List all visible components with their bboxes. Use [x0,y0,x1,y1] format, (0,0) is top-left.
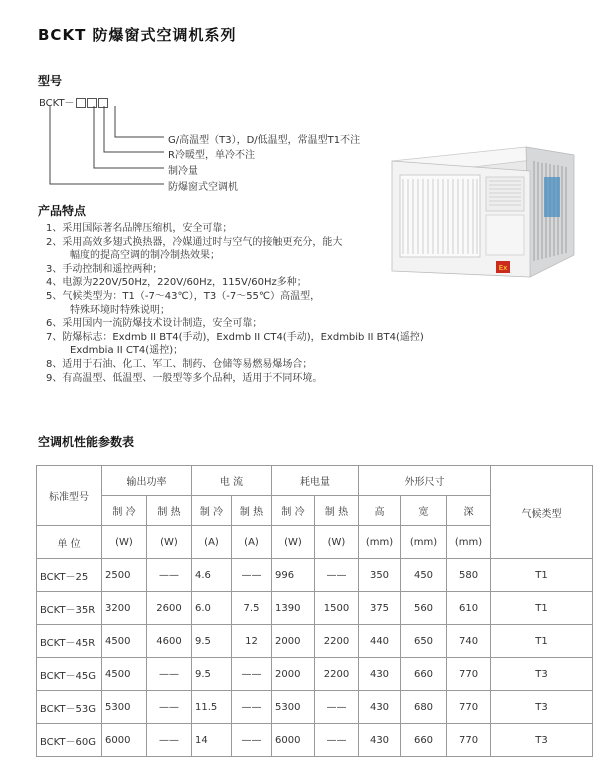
sub-depth-header: 深 [447,496,491,526]
table-cell: —— [232,724,272,757]
legend-line-3: 制冷量 [168,166,198,177]
table-cell: 4500 [102,658,147,691]
model-code-prefix: BCKT－ [39,98,75,109]
feature-item: 5、气候类型为：T1（-7～43℃），T3（-7～55℃）高温型， [46,290,321,302]
sub-cool-header: 制 冷 [192,496,232,526]
group-current-header: 电 流 [192,466,272,496]
climate-cell: T3 [491,724,593,757]
group-output-header: 输出功率 [102,466,192,496]
model-cell: BCKT－35R [37,592,102,625]
table-cell: 5300 [272,691,315,724]
table-cell: 770 [447,691,491,724]
group-power-header: 耗电量 [272,466,359,496]
table-cell: 440 [359,625,401,658]
table-cell: 2200 [315,658,359,691]
spec-table [36,465,593,757]
table-cell: 6000 [102,724,147,757]
table-cell: 740 [447,625,491,658]
table-cell: —— [315,724,359,757]
table-cell: 12 [232,625,272,658]
model-cell: BCKT－45G [37,658,102,691]
table-cell: 2000 [272,625,315,658]
feature-item: 幅度的提高空调的制冷制热效果； [70,250,220,262]
table-cell: 4.6 [192,559,232,592]
table-row [37,691,593,724]
table-cell: 11.5 [192,691,232,724]
table-cell: —— [315,559,359,592]
unit-cell: (W) [147,526,192,559]
sub-heat-header: 制 热 [147,496,192,526]
climate-cell: T1 [491,625,593,658]
feature-item: 1、采用国际著名品牌压缩机，安全可靠； [46,223,233,234]
table-cell: 4600 [147,625,192,658]
unit-label: 单 位 [37,526,102,559]
table-cell: 610 [447,592,491,625]
table-cell: 430 [359,691,401,724]
table-cell: —— [147,724,192,757]
table-cell: —— [315,691,359,724]
table-row [37,559,593,592]
table-header-row [37,466,593,496]
climate-cell: T1 [491,592,593,625]
page-title: BCKT 防爆窗式空调机系列 [38,26,237,44]
table-cell: —— [147,559,192,592]
table-cell: —— [232,691,272,724]
climate-cell: T1 [491,559,593,592]
table-cell: —— [147,691,192,724]
feature-item: 2、采用高效多翅式换热器，冷媒通过时与空气的接触更充分，能大 [46,236,343,248]
table-row [37,724,593,757]
table-cell: 3200 [102,592,147,625]
unit-cell: (W) [272,526,315,559]
table-cell: 770 [447,724,491,757]
table-row [37,658,593,691]
feature-item: 3、手动控制和遥控两种； [46,263,163,275]
table-cell: —— [232,559,272,592]
feature-item: 7、防爆标志：Exdmb II BT4(手动)，Exdmb II CT4(手动)，Exdmbib II BT4(遥控) [46,331,424,343]
model-heading: 型号 [38,74,63,88]
group-dims-header: 外形尺寸 [359,466,491,496]
table-cell: 660 [401,724,447,757]
climate-cell: T3 [491,691,593,724]
table-cell: 660 [401,658,447,691]
unit-cell: (A) [192,526,232,559]
table-cell: 9.5 [192,625,232,658]
air-conditioner-image [388,137,576,287]
table-cell: 7.5 [232,592,272,625]
unit-cell: (W) [102,526,147,559]
table-cell: 680 [401,691,447,724]
features-list [46,222,424,385]
table-cell: 2000 [272,658,315,691]
table-cell: 9.5 [192,658,232,691]
table-cell: 1500 [315,592,359,625]
table-heading: 空调机性能参数表 [38,435,135,449]
table-cell: 770 [447,658,491,691]
table-cell: 2600 [147,592,192,625]
table-cell: 375 [359,592,401,625]
col-climate-header: 气候类型 [491,466,593,559]
legend-line-4: 防爆窗式空调机 [168,182,238,193]
table-cell: 996 [272,559,315,592]
unit-cell: (mm) [359,526,401,559]
feature-item: Exdmbia II CT4(遥控)； [70,345,184,357]
model-cell: BCKT－60G [37,724,102,757]
ex-badge-text: Ex [498,264,508,272]
climate-cell: T3 [491,658,593,691]
legend-line-1: G/高温型（T3），D/低温型，常温型T1不注 [168,135,361,146]
table-cell: —— [232,658,272,691]
feature-item: 9、有高温型、低温型、一般型等多个品种，适用于不同环境。 [46,372,323,384]
unit-cell: (W) [315,526,359,559]
model-cell: BCKT－45R [37,625,102,658]
sub-heat-header: 制 热 [315,496,359,526]
feature-item: 6、采用国内一流防爆技术设计制造，安全可靠； [46,318,263,330]
unit-cell: (A) [232,526,272,559]
sub-width-header: 宽 [401,496,447,526]
unit-cell: (mm) [447,526,491,559]
unit-cell: (mm) [401,526,447,559]
features-heading: 产品特点 [38,204,87,218]
sub-heat-header: 制 热 [232,496,272,526]
feature-item: 4、电源为220V/50Hz，220V/60Hz，115V/60Hz多种； [46,277,307,289]
table-cell: 4500 [102,625,147,658]
legend-line-2: R冷暖型，单冷不注 [168,150,255,161]
sub-height-header: 高 [359,496,401,526]
table-row [37,625,593,658]
feature-item: 8、适用于石油、化工、军工、制药、仓储等易燃易爆场合； [46,358,313,370]
table-cell: 450 [401,559,447,592]
table-cell: 350 [359,559,401,592]
table-cell: 5300 [102,691,147,724]
table-cell: 14 [192,724,232,757]
table-cell: 1390 [272,592,315,625]
sub-cool-header: 制 冷 [102,496,147,526]
table-cell: 2500 [102,559,147,592]
table-cell: 2200 [315,625,359,658]
feature-item: 特殊环境时特殊说明； [70,304,170,316]
table-cell: 430 [359,658,401,691]
model-cell: BCKT－25 [37,559,102,592]
table-cell: 6000 [272,724,315,757]
table-row [37,592,593,625]
table-cell: 580 [447,559,491,592]
table-cell: 650 [401,625,447,658]
sub-cool-header: 制 冷 [272,496,315,526]
table-cell: 560 [401,592,447,625]
col-model-header: 标准型号 [37,466,102,526]
table-cell: 430 [359,724,401,757]
table-cell: —— [147,658,192,691]
table-cell: 6.0 [192,592,232,625]
model-cell: BCKT－53G [37,691,102,724]
